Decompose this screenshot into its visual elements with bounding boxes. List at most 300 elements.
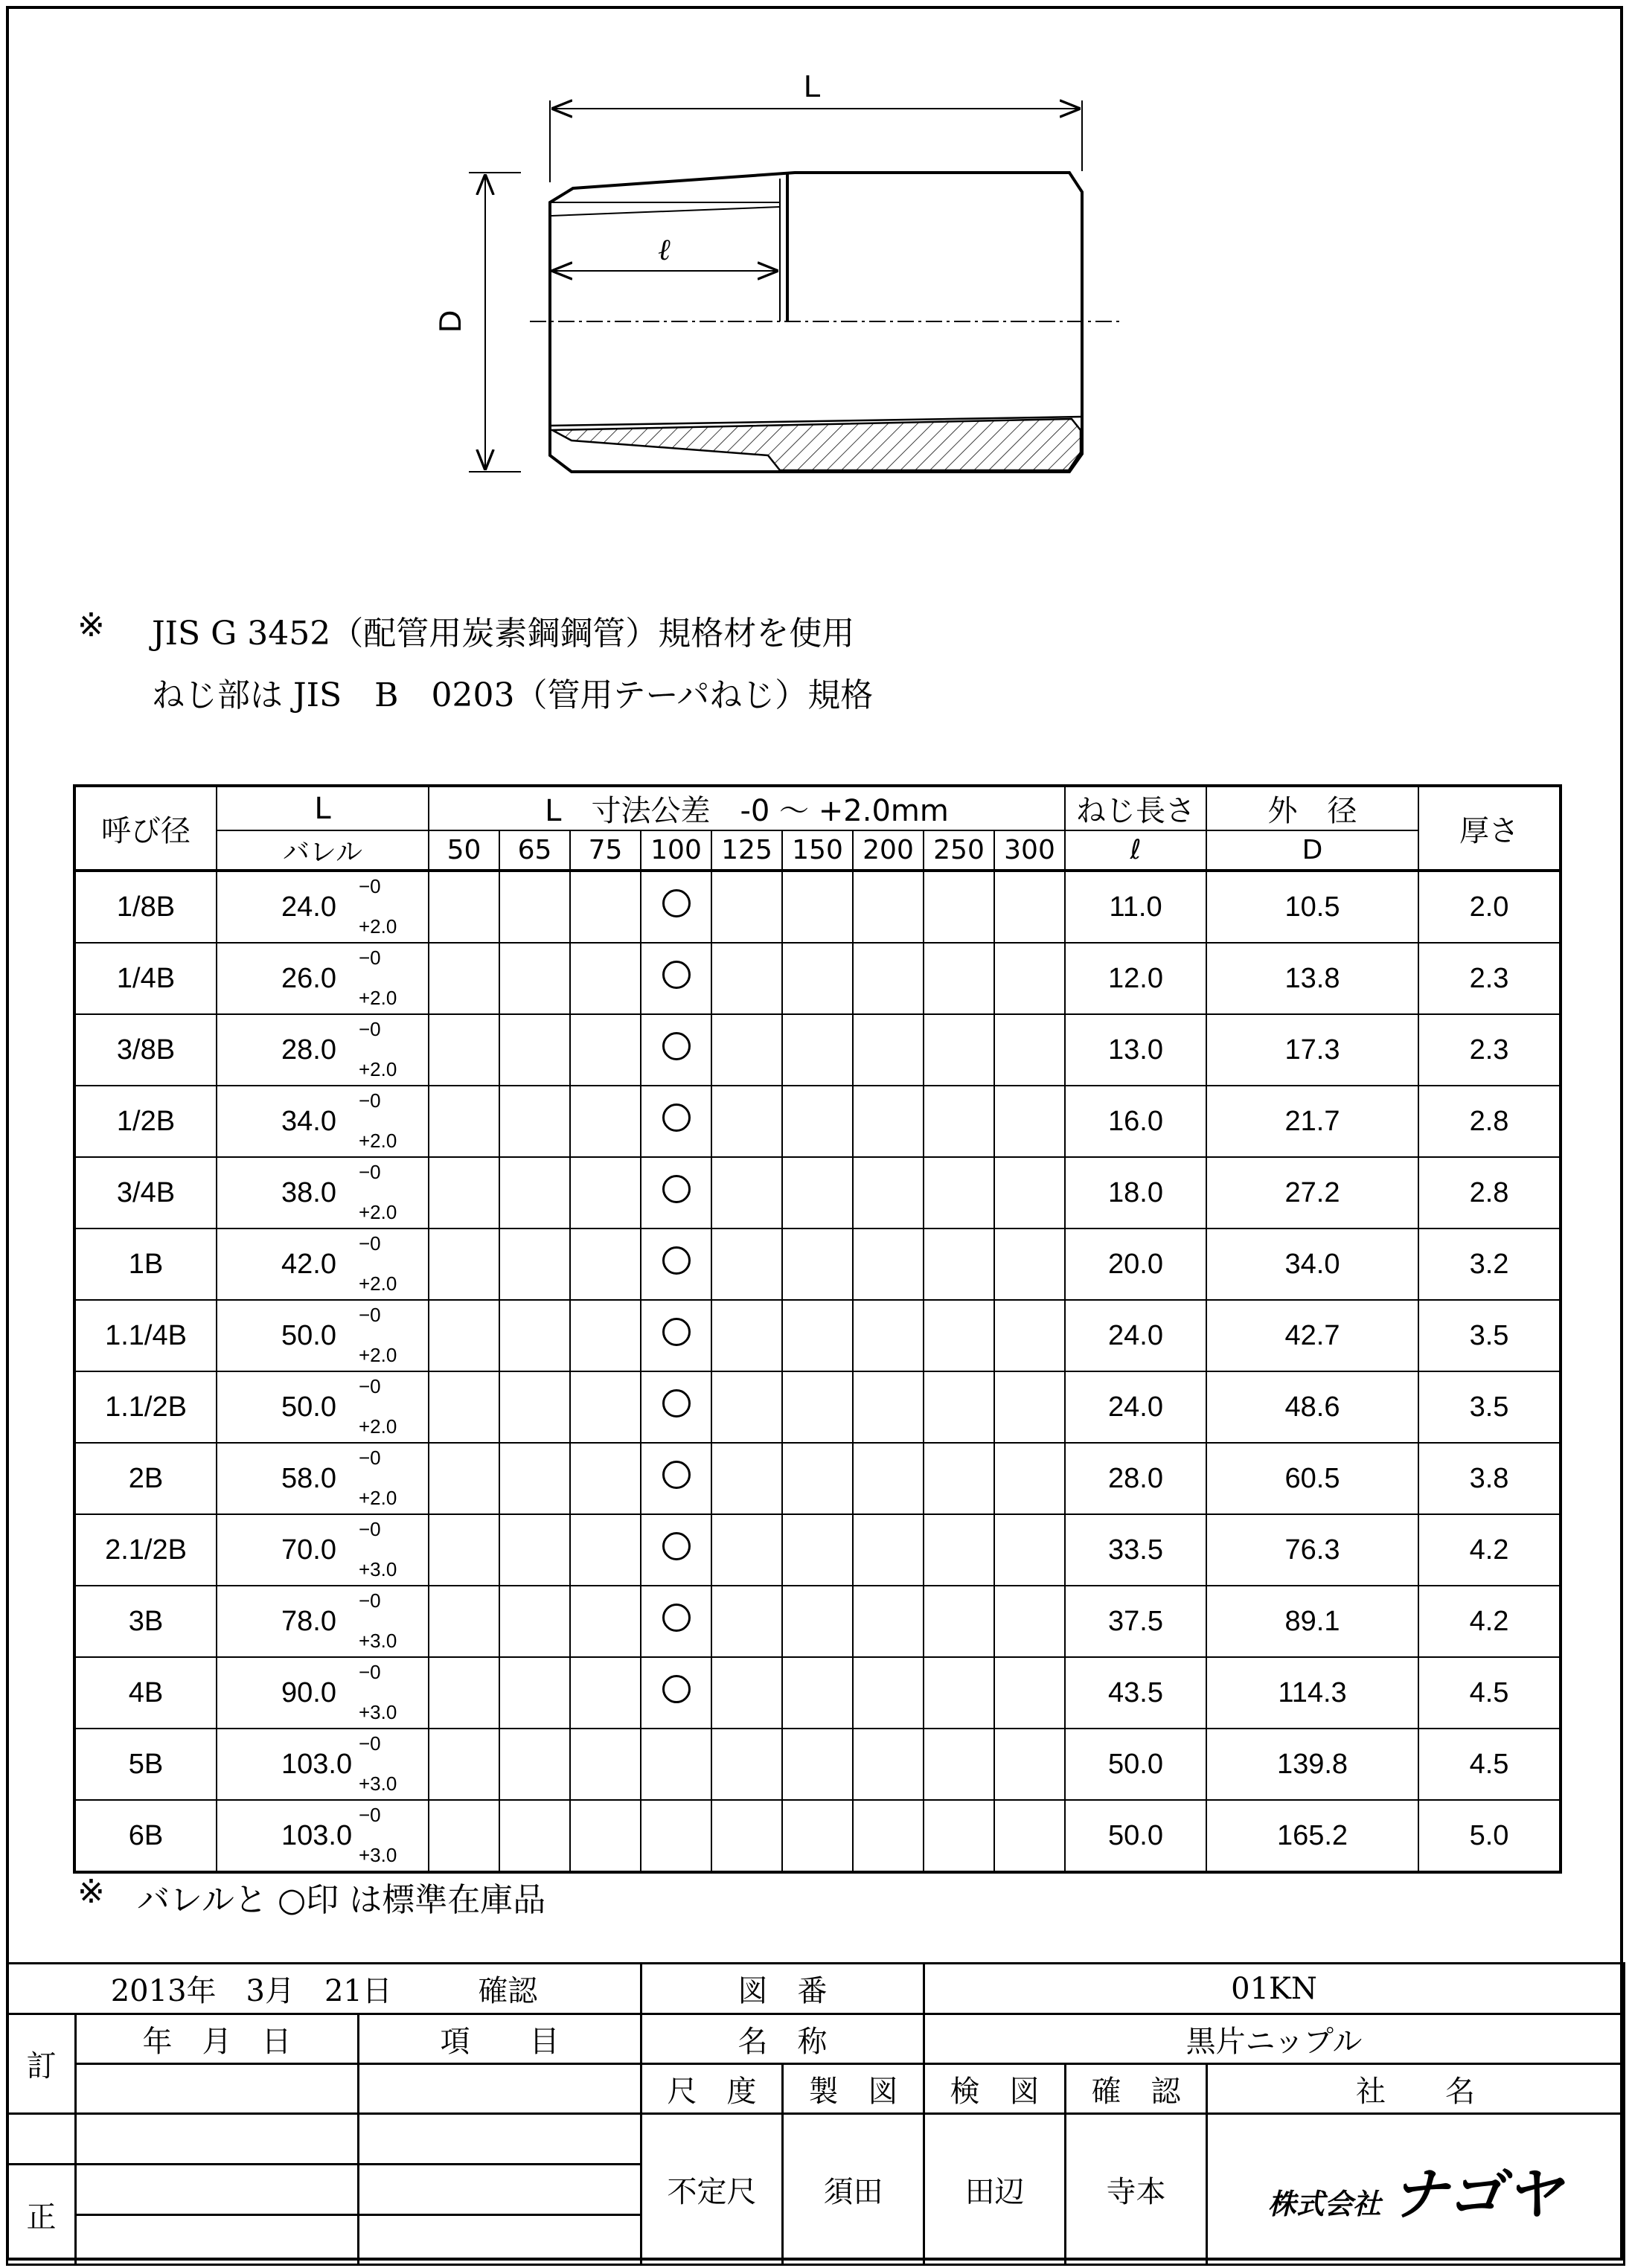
tolerance-upper: +2.0 xyxy=(359,1272,397,1295)
nominal-size-cell: 1.1/2B xyxy=(74,1371,217,1443)
nominal-size-cell: 1/4B xyxy=(74,943,217,1014)
header-outer-symbol: D xyxy=(1206,830,1418,871)
nominal-size-cell: 3B xyxy=(74,1586,217,1657)
outer-diameter-cell: 34.0 xyxy=(1206,1228,1418,1300)
nominal-size-cell: 5B xyxy=(74,1729,217,1800)
tolerance-lower: −0 xyxy=(359,1232,381,1255)
stock-cell-65 xyxy=(499,1443,570,1514)
stock-circle-mark xyxy=(662,1246,691,1275)
tolerance-upper: +3.0 xyxy=(359,1630,397,1652)
stock-cell-125 xyxy=(711,1586,782,1657)
tolerance-upper: +3.0 xyxy=(359,1558,397,1580)
stock-cell-200 xyxy=(853,1800,924,1872)
barrel-length: 103.0 xyxy=(281,1749,353,1780)
stock-cell-150 xyxy=(782,1586,853,1657)
stock-cell-65 xyxy=(499,1300,570,1371)
spec-row xyxy=(74,1014,1561,1086)
company-label: 社 名 xyxy=(1207,2064,1625,2114)
stock-cell-150 xyxy=(782,1014,853,1086)
approved-by-label: 確 認 xyxy=(1066,2064,1207,2114)
stock-circle-mark xyxy=(662,1103,691,1132)
thickness-cell: 4.5 xyxy=(1418,1729,1561,1800)
stock-cell-75 xyxy=(570,1443,641,1514)
outer-diameter-cell: 114.3 xyxy=(1206,1657,1418,1729)
thread-length-cell: 50.0 xyxy=(1065,1729,1206,1800)
stock-cell-100 xyxy=(641,1371,711,1443)
stock-cell-300 xyxy=(994,943,1065,1014)
thickness-cell: 2.3 xyxy=(1418,1014,1561,1086)
stock-cell-200 xyxy=(853,1157,924,1228)
header-L: L xyxy=(217,786,429,830)
spec-row xyxy=(74,1800,1561,1872)
stock-cell-200 xyxy=(853,1014,924,1086)
header-tolerance: L 寸法公差 -0 ～ +2.0mm xyxy=(429,786,1065,830)
stock-cell-125 xyxy=(711,1514,782,1586)
stock-cell-200 xyxy=(853,1586,924,1657)
stock-cell-200 xyxy=(853,1657,924,1729)
spec-row xyxy=(74,1657,1561,1729)
thickness-cell: 2.0 xyxy=(1418,871,1561,943)
stock-cell-250 xyxy=(924,871,994,943)
stock-cell-150 xyxy=(782,943,853,1014)
thread-length-cell: 50.0 xyxy=(1065,1800,1206,1872)
header-length-125: 125 xyxy=(711,830,782,871)
thickness-cell: 5.0 xyxy=(1418,1800,1561,1872)
stock-cell-250 xyxy=(924,1371,994,1443)
note-mark-1: ※ xyxy=(77,606,105,644)
tolerance-lower: −0 xyxy=(359,1089,381,1112)
stock-cell-100 xyxy=(641,1800,711,1872)
thickness-cell: 4.5 xyxy=(1418,1657,1561,1729)
outer-diameter-cell: 42.7 xyxy=(1206,1300,1418,1371)
nominal-size-cell: 2.1/2B xyxy=(74,1514,217,1586)
header-length-250: 250 xyxy=(924,830,994,871)
stock-cell-65 xyxy=(499,943,570,1014)
tolerance-lower: −0 xyxy=(359,946,381,969)
outer-diameter-cell: 89.1 xyxy=(1206,1586,1418,1657)
part-name: 黒片ニップル xyxy=(924,2014,1625,2064)
tolerance-lower: −0 xyxy=(359,1804,381,1826)
spec-row xyxy=(74,1228,1561,1300)
stock-cell-250 xyxy=(924,1729,994,1800)
tolerance-upper: +3.0 xyxy=(359,1844,397,1866)
outer-diameter-cell: 10.5 xyxy=(1206,871,1418,943)
barrel-length: 78.0 xyxy=(281,1606,336,1637)
stock-cell-75 xyxy=(570,1228,641,1300)
barrel-cell xyxy=(217,1228,429,1300)
nominal-size-cell: 4B xyxy=(74,1657,217,1729)
tolerance-lower: −0 xyxy=(359,1518,381,1540)
tolerance-upper: +2.0 xyxy=(359,1344,397,1366)
nominal-size-cell: 1B xyxy=(74,1228,217,1300)
tolerance-lower: −0 xyxy=(359,1447,381,1469)
outer-diameter-cell: 60.5 xyxy=(1206,1443,1418,1514)
header-nominal-size: 呼び径 xyxy=(74,786,217,871)
stock-cell-250 xyxy=(924,1800,994,1872)
stock-cell-200 xyxy=(853,1300,924,1371)
stock-cell-150 xyxy=(782,1443,853,1514)
stock-cell-65 xyxy=(499,1800,570,1872)
barrel-length: 38.0 xyxy=(281,1177,336,1208)
stock-cell-50 xyxy=(429,1443,499,1514)
stock-cell-65 xyxy=(499,1514,570,1586)
stock-cell-200 xyxy=(853,1371,924,1443)
barrel-length: 26.0 xyxy=(281,963,336,994)
stock-cell-200 xyxy=(853,871,924,943)
thickness-cell: 2.8 xyxy=(1418,1157,1561,1228)
stock-cell-100 xyxy=(641,1014,711,1086)
stock-circle-mark xyxy=(662,1532,691,1560)
spec-table xyxy=(73,784,1562,1874)
stock-cell-300 xyxy=(994,1443,1065,1514)
stock-cell-200 xyxy=(853,943,924,1014)
stock-cell-150 xyxy=(782,871,853,943)
checked-by-label: 検 図 xyxy=(924,2064,1066,2114)
dimension-l-label: ℓ xyxy=(658,233,671,267)
tolerance-upper: +2.0 xyxy=(359,987,397,1009)
dimension-L-label: L xyxy=(804,68,822,103)
barrel-length: 103.0 xyxy=(281,1820,353,1851)
stock-cell-125 xyxy=(711,1300,782,1371)
tolerance-lower: −0 xyxy=(359,1661,381,1683)
stock-cell-75 xyxy=(570,1014,641,1086)
thread-length-cell: 13.0 xyxy=(1065,1014,1206,1086)
barrel-cell xyxy=(217,1800,429,1872)
revision-row-3-date xyxy=(76,2165,359,2215)
thickness-cell: 2.3 xyxy=(1418,943,1561,1014)
stock-cell-65 xyxy=(499,1014,570,1086)
note-material: JIS G 3452（配管用炭素鋼鋼管）規格材を使用 xyxy=(152,615,855,653)
stock-cell-125 xyxy=(711,1157,782,1228)
stock-cell-50 xyxy=(429,1514,499,1586)
approval-date: 2013年 3月 21日 xyxy=(110,1974,392,2008)
stock-cell-75 xyxy=(570,1729,641,1800)
tolerance-lower: −0 xyxy=(359,1732,381,1755)
stock-cell-250 xyxy=(924,1586,994,1657)
part-name-label: 名 称 xyxy=(641,2014,924,2064)
header-length-75: 75 xyxy=(570,830,641,871)
tolerance-upper: +3.0 xyxy=(359,1701,397,1723)
stock-cell-250 xyxy=(924,1443,994,1514)
stock-cell-250 xyxy=(924,1228,994,1300)
note-thread-standard: ねじ部は JIS B 0203（管用テーパねじ）規格 xyxy=(152,676,874,714)
stock-cell-50 xyxy=(429,1586,499,1657)
stock-cell-50 xyxy=(429,943,499,1014)
thread-length-cell: 33.5 xyxy=(1065,1514,1206,1586)
revision-row-1-date xyxy=(76,2064,359,2114)
stock-cell-150 xyxy=(782,1800,853,1872)
stock-circle-mark xyxy=(662,1175,691,1203)
thread-length-cell: 37.5 xyxy=(1065,1586,1206,1657)
stock-cell-300 xyxy=(994,1371,1065,1443)
stock-cell-65 xyxy=(499,1086,570,1157)
tolerance-upper: +2.0 xyxy=(359,915,397,938)
stock-cell-75 xyxy=(570,1300,641,1371)
drawing-number: 01KN xyxy=(924,1964,1625,2014)
stock-cell-100 xyxy=(641,1514,711,1586)
stock-cell-100 xyxy=(641,1657,711,1729)
header-length-200: 200 xyxy=(853,830,924,871)
revision-row-4-item xyxy=(359,2215,641,2265)
tolerance-upper: +2.0 xyxy=(359,1201,397,1223)
stock-cell-125 xyxy=(711,1657,782,1729)
thread-length-cell: 24.0 xyxy=(1065,1300,1206,1371)
stock-cell-300 xyxy=(994,1086,1065,1157)
nipple-drawing xyxy=(417,67,1161,484)
spec-row xyxy=(74,1443,1561,1514)
tolerance-upper: +2.0 xyxy=(359,1415,397,1438)
barrel-cell xyxy=(217,1371,429,1443)
stock-cell-250 xyxy=(924,1014,994,1086)
company-prefix: 株式会社 xyxy=(1267,2186,1381,2220)
stock-cell-100 xyxy=(641,1157,711,1228)
nominal-size-cell: 2B xyxy=(74,1443,217,1514)
drawn-by-value: 須田 xyxy=(783,2114,924,2265)
outer-diameter-cell: 17.3 xyxy=(1206,1014,1418,1086)
tolerance-lower: −0 xyxy=(359,875,381,897)
drawing-number-label: 図 番 xyxy=(641,1964,924,2014)
thickness-cell: 2.8 xyxy=(1418,1086,1561,1157)
stock-cell-50 xyxy=(429,1729,499,1800)
stock-cell-100 xyxy=(641,1443,711,1514)
header-length-50: 50 xyxy=(429,830,499,871)
stock-cell-200 xyxy=(853,1086,924,1157)
nominal-size-cell: 3/8B xyxy=(74,1014,217,1086)
stock-cell-75 xyxy=(570,1371,641,1443)
barrel-cell xyxy=(217,1729,429,1800)
barrel-cell xyxy=(217,1657,429,1729)
outer-diameter-cell: 48.6 xyxy=(1206,1371,1418,1443)
stock-cell-250 xyxy=(924,1157,994,1228)
stock-cell-50 xyxy=(429,1300,499,1371)
barrel-length: 90.0 xyxy=(281,1677,336,1708)
stock-circle-mark xyxy=(662,1032,691,1060)
thickness-cell: 4.2 xyxy=(1418,1586,1561,1657)
stock-circle-mark xyxy=(662,889,691,917)
stock-cell-300 xyxy=(994,1014,1065,1086)
barrel-length: 34.0 xyxy=(281,1106,336,1137)
stock-cell-300 xyxy=(994,1657,1065,1729)
barrel-length: 58.0 xyxy=(281,1463,336,1494)
stock-cell-150 xyxy=(782,1157,853,1228)
outer-diameter-cell: 139.8 xyxy=(1206,1729,1418,1800)
thickness-cell: 3.5 xyxy=(1418,1371,1561,1443)
barrel-length: 50.0 xyxy=(281,1320,336,1351)
stock-cell-300 xyxy=(994,1514,1065,1586)
outer-diameter-cell: 165.2 xyxy=(1206,1800,1418,1872)
header-length-300: 300 xyxy=(994,830,1065,871)
company-logo xyxy=(1207,2114,1625,2265)
stock-cell-250 xyxy=(924,1514,994,1586)
stock-cell-75 xyxy=(570,1800,641,1872)
company-name: ナゴヤ xyxy=(1391,2160,1564,2227)
revision-item-header: 項 目 xyxy=(359,2014,641,2064)
nominal-size-cell: 1.1/4B xyxy=(74,1300,217,1371)
stock-circle-mark xyxy=(662,961,691,989)
header-length-100: 100 xyxy=(641,830,711,871)
thickness-cell: 4.2 xyxy=(1418,1514,1561,1586)
stock-cell-75 xyxy=(570,1086,641,1157)
stock-cell-125 xyxy=(711,1371,782,1443)
barrel-cell xyxy=(217,871,429,943)
spec-row xyxy=(74,1514,1561,1586)
dimension-D-label: D xyxy=(432,310,468,333)
barrel-cell xyxy=(217,1300,429,1371)
stock-cell-300 xyxy=(994,1228,1065,1300)
stock-cell-125 xyxy=(711,1443,782,1514)
tolerance-lower: −0 xyxy=(359,1161,381,1183)
scale-value: 不定尺 xyxy=(641,2114,783,2265)
spec-row xyxy=(74,943,1561,1014)
revision-row-1-item xyxy=(359,2064,641,2114)
stock-cell-75 xyxy=(570,871,641,943)
footer-note-stock: バレルと ○印 は標準在庫品 xyxy=(137,1881,546,1919)
stock-cell-50 xyxy=(429,1086,499,1157)
barrel-cell xyxy=(217,943,429,1014)
stock-cell-125 xyxy=(711,1228,782,1300)
thread-length-cell: 12.0 xyxy=(1065,943,1206,1014)
tolerance-upper: +2.0 xyxy=(359,1487,397,1509)
stock-circle-mark xyxy=(662,1604,691,1632)
stock-cell-125 xyxy=(711,871,782,943)
stock-cell-250 xyxy=(924,943,994,1014)
revision-label-top: 訂 xyxy=(7,2014,76,2114)
title-block xyxy=(6,1962,1625,2266)
stock-cell-75 xyxy=(570,943,641,1014)
spec-row xyxy=(74,1300,1561,1371)
stock-cell-300 xyxy=(994,1157,1065,1228)
header-thread-length: ねじ長さ xyxy=(1065,786,1206,830)
tolerance-lower: −0 xyxy=(359,1304,381,1326)
stock-cell-200 xyxy=(853,1729,924,1800)
thread-length-cell: 24.0 xyxy=(1065,1371,1206,1443)
stock-cell-100 xyxy=(641,1300,711,1371)
stock-cell-300 xyxy=(994,1800,1065,1872)
stock-cell-150 xyxy=(782,1086,853,1157)
tolerance-lower: −0 xyxy=(359,1589,381,1612)
stock-cell-150 xyxy=(782,1514,853,1586)
revision-left-spacer xyxy=(7,2114,76,2165)
stock-cell-75 xyxy=(570,1657,641,1729)
stock-cell-150 xyxy=(782,1228,853,1300)
stock-cell-250 xyxy=(924,1300,994,1371)
barrel-cell xyxy=(217,1443,429,1514)
stock-cell-75 xyxy=(570,1514,641,1586)
stock-cell-200 xyxy=(853,1228,924,1300)
nominal-size-cell: 6B xyxy=(74,1800,217,1872)
stock-circle-mark xyxy=(662,1461,691,1489)
stock-cell-100 xyxy=(641,1086,711,1157)
outer-diameter-cell: 76.3 xyxy=(1206,1514,1418,1586)
thickness-cell: 3.5 xyxy=(1418,1300,1561,1371)
stock-cell-150 xyxy=(782,1371,853,1443)
stock-circle-mark xyxy=(662,1318,691,1346)
stock-cell-200 xyxy=(853,1443,924,1514)
stock-cell-50 xyxy=(429,1371,499,1443)
stock-cell-50 xyxy=(429,1014,499,1086)
stock-cell-50 xyxy=(429,1228,499,1300)
tolerance-upper: +3.0 xyxy=(359,1772,397,1795)
stock-cell-50 xyxy=(429,1800,499,1872)
thickness-cell: 3.8 xyxy=(1418,1443,1561,1514)
nominal-size-cell: 3/4B xyxy=(74,1157,217,1228)
tolerance-upper: +2.0 xyxy=(359,1130,397,1152)
stock-cell-250 xyxy=(924,1657,994,1729)
approved-by-value: 寺本 xyxy=(1066,2114,1207,2265)
stock-cell-65 xyxy=(499,1729,570,1800)
stock-cell-125 xyxy=(711,1086,782,1157)
spec-row xyxy=(74,1086,1561,1157)
thread-length-cell: 20.0 xyxy=(1065,1228,1206,1300)
stock-cell-150 xyxy=(782,1729,853,1800)
stock-cell-200 xyxy=(853,1514,924,1586)
checked-by-value: 田辺 xyxy=(924,2114,1066,2265)
stock-cell-100 xyxy=(641,1729,711,1800)
stock-circle-mark xyxy=(662,1389,691,1418)
stock-cell-75 xyxy=(570,1586,641,1657)
stock-cell-50 xyxy=(429,1157,499,1228)
barrel-cell xyxy=(217,1157,429,1228)
title-date-row xyxy=(7,1964,641,2014)
barrel-length: 28.0 xyxy=(281,1034,336,1066)
spec-row xyxy=(74,1586,1561,1657)
thread-length-cell: 43.5 xyxy=(1065,1657,1206,1729)
stock-cell-300 xyxy=(994,871,1065,943)
nominal-size-cell: 1/2B xyxy=(74,1086,217,1157)
spec-row xyxy=(74,1729,1561,1800)
stock-cell-100 xyxy=(641,943,711,1014)
revision-row-2-date xyxy=(76,2114,359,2165)
hatched-wall-section xyxy=(552,419,1081,470)
spec-row xyxy=(74,1371,1561,1443)
stock-cell-125 xyxy=(711,943,782,1014)
barrel-length: 24.0 xyxy=(281,891,336,923)
barrel-cell xyxy=(217,1014,429,1086)
header-length-65: 65 xyxy=(499,830,570,871)
barrel-cell xyxy=(217,1514,429,1586)
stock-cell-100 xyxy=(641,1228,711,1300)
revision-row-2-item xyxy=(359,2114,641,2165)
revision-label-bottom: 正 xyxy=(7,2165,76,2265)
stock-cell-125 xyxy=(711,1800,782,1872)
spec-row xyxy=(74,871,1561,943)
stock-cell-250 xyxy=(924,1086,994,1157)
revision-row-3-item xyxy=(359,2165,641,2215)
stock-cell-65 xyxy=(499,871,570,943)
stock-cell-100 xyxy=(641,871,711,943)
stock-cell-50 xyxy=(429,1657,499,1729)
stock-cell-150 xyxy=(782,1657,853,1729)
stock-cell-300 xyxy=(994,1586,1065,1657)
stock-cell-300 xyxy=(994,1729,1065,1800)
header-barrel: バレル xyxy=(217,830,429,871)
stock-cell-125 xyxy=(711,1729,782,1800)
barrel-length: 50.0 xyxy=(281,1391,336,1423)
spec-row xyxy=(74,1157,1561,1228)
barrel-cell xyxy=(217,1086,429,1157)
stock-cell-75 xyxy=(570,1157,641,1228)
barrel-cell xyxy=(217,1586,429,1657)
stock-cell-65 xyxy=(499,1228,570,1300)
footer-note-mark: ※ xyxy=(77,1873,105,1911)
thread-length-cell: 18.0 xyxy=(1065,1157,1206,1228)
header-thickness: 厚さ xyxy=(1418,786,1561,871)
drawn-by-label: 製 図 xyxy=(783,2064,924,2114)
stock-cell-125 xyxy=(711,1014,782,1086)
scale-label: 尺 度 xyxy=(641,2064,783,2114)
outer-diameter-cell: 21.7 xyxy=(1206,1086,1418,1157)
stock-cell-65 xyxy=(499,1586,570,1657)
